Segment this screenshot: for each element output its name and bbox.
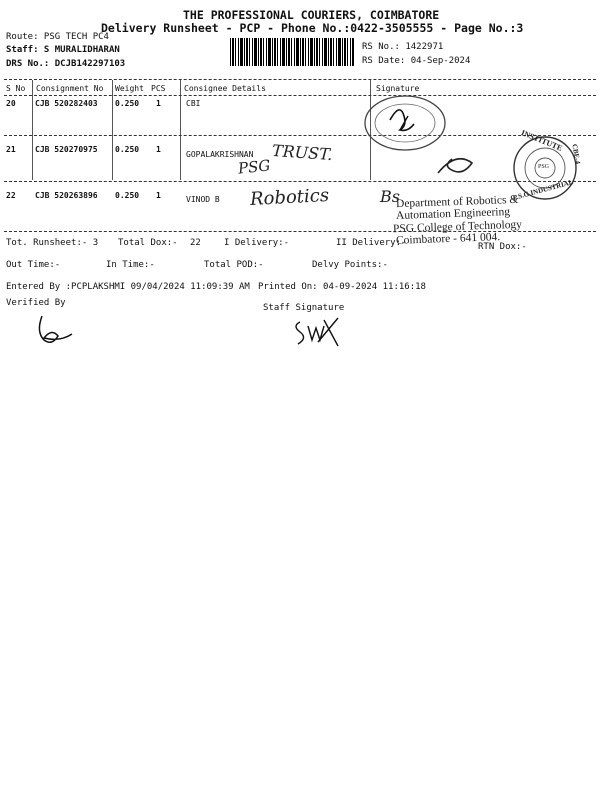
stamp-cbe-text: CBE-4 [570,143,582,165]
row-consignee: CBI [186,99,201,108]
row-consignee: VINOD B [186,195,220,204]
stamp-dept-line1: Department of Robotics & [395,193,519,211]
row-sno: 22 [6,191,16,200]
col-header-consignment: Consignment No [36,84,104,93]
stamp-dept-line2: Automation Engineering [395,206,511,222]
col-header-sno: S No [6,84,26,93]
stamp-industrial-text: P.S.G INDUSTRIAL [512,178,575,202]
row-weight: 0.250 [115,191,140,200]
table-top-rule [4,79,596,80]
handwritten-psg: PSG [237,156,272,178]
rs-date: RS Date: 04-Sep-2024 [362,56,471,66]
row-sno: 21 [6,145,16,154]
staff-signature-label: Staff Signature [263,303,345,313]
company-title: THE PROFESSIONAL COURIERS, COIMBATORE [183,8,440,22]
row-consignment: CJB 520263896 [35,191,98,200]
staff-signature [290,312,350,348]
in-time: In Time:- [106,260,155,270]
handwritten-initials: Bs [380,187,400,206]
total-runsheet: Tot. Runsheet:- 3 [6,238,99,248]
stamp-institute-text: INSTITUTE [519,128,564,153]
stamp-dept-line4: Coimbatore - 641 004. [395,231,501,247]
delvy-points: Delvy Points:- [312,260,388,270]
route-label: Route: PSG TECH PC4 [6,32,109,42]
runsheet-title: Delivery Runsheet - PCP - Phone No.:0422-3505555 - Page No.:3 [101,21,524,35]
total-dox-value: 22 [190,238,201,248]
total-pod: Total POD:- [204,260,264,270]
stamp-dept-line3: PSG College of Technology [392,218,523,236]
row-pcs: 1 [156,191,161,200]
verified-by-signature [30,312,80,348]
printed-on: Printed On: 04-09-2024 11:16:18 [258,282,426,292]
row-consignment: CJB 520282403 [35,99,98,108]
col-header-pcs: PCS [151,84,166,93]
col-header-consignee: Consignee Details [184,84,266,93]
rtn-dox: RTN Dox:- [478,242,527,252]
row-pcs: 1 [156,145,161,154]
barcode-image [230,38,354,66]
handwritten-robotics: Robotics [249,184,330,211]
row-sno: 20 [6,99,16,108]
institute-stamp [430,133,590,203]
drs-number: DRS No.: DCJB142297103 [6,59,126,69]
row-weight: 0.250 [115,99,140,108]
col-header-weight: Weight [115,84,144,93]
row-weight: 0.250 [115,145,140,154]
i-delivery: I Delivery:- [224,238,290,248]
row-pcs: 1 [156,99,161,108]
verified-by-label: Verified By [6,298,66,308]
out-time: Out Time:- [6,260,61,270]
row-consignment: CJB 520270975 [35,145,98,154]
col-header-signature: Signature [376,84,420,93]
handwritten-trust: TRUST. [271,140,334,165]
entered-by: Entered By :PCPLAKSHMI 09/04/2024 11:09:39 AM [6,282,250,292]
stamp-psg-logo-text: PSG [538,164,550,170]
ii-delivery: II Delivery:- [336,238,407,248]
total-dox-label: Total Dox:- [118,238,178,248]
staff-label: Staff: S MURALIDHARAN [6,45,120,55]
row-consignee: GOPALAKRISHNAN [186,150,254,159]
rs-number: RS No.: 1422971 [362,42,444,52]
table-header-rule [4,95,596,96]
